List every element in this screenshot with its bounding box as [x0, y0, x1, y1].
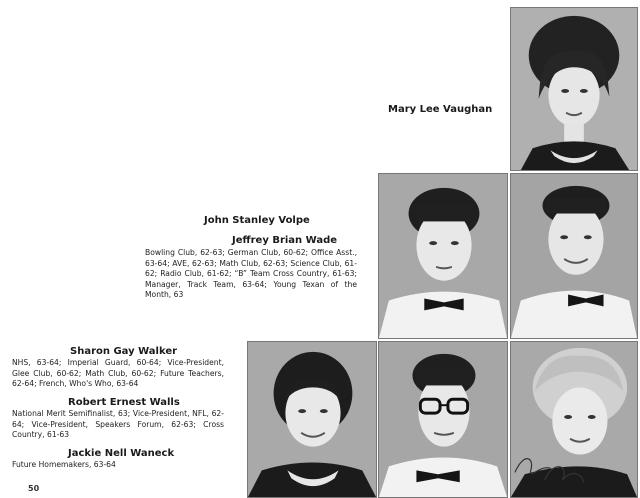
- student-activities-walls: National Merit Semifinalist, 63; Vice-President, NFL, 62-64; Vice-President, Speakers Forum, 62-63; Cross Country, 61-63: [12, 409, 224, 440]
- portrait-walker: [247, 341, 377, 498]
- page-number: 50: [28, 484, 40, 493]
- portrait-volpe: [378, 173, 508, 339]
- student-activities-walker: NHS, 63-64; Imperial Guard, 60-64; Vice-President, Glee Club, 60-62; Math Club, 60-62; Future Teachers, 62-64; French, Who's Who, 63-64: [12, 358, 224, 389]
- portrait-vaughan: [510, 7, 638, 171]
- portrait-waneck: [510, 341, 638, 498]
- student-name-volpe: John Stanley Volpe: [204, 215, 310, 226]
- student-name-walker: Sharon Gay Walker: [70, 346, 178, 357]
- portrait-walls: [378, 341, 508, 498]
- student-name-walls: Robert Ernest Walls: [68, 397, 180, 408]
- portrait-wade: [510, 173, 638, 339]
- student-activities-wade: Bowling Club, 62-63; German Club, 60-62; Office Asst., 63-64; AVE, 62-63; Math Club, 62-63; Science Club, 61-62; Radio Club, 61-62; “B” Team Cross Country, 61-63; Manager, Track Team, 63-64; Young Texan of the Month, 63: [145, 248, 357, 300]
- student-name-waneck: Jackie Nell Waneck: [68, 448, 175, 459]
- student-name-wade: Jeffrey Brian Wade: [232, 235, 338, 246]
- student-name-vaughan: Mary Lee Vaughan: [388, 104, 493, 115]
- student-activities-waneck: Future Homemakers, 63-64: [12, 460, 116, 469]
